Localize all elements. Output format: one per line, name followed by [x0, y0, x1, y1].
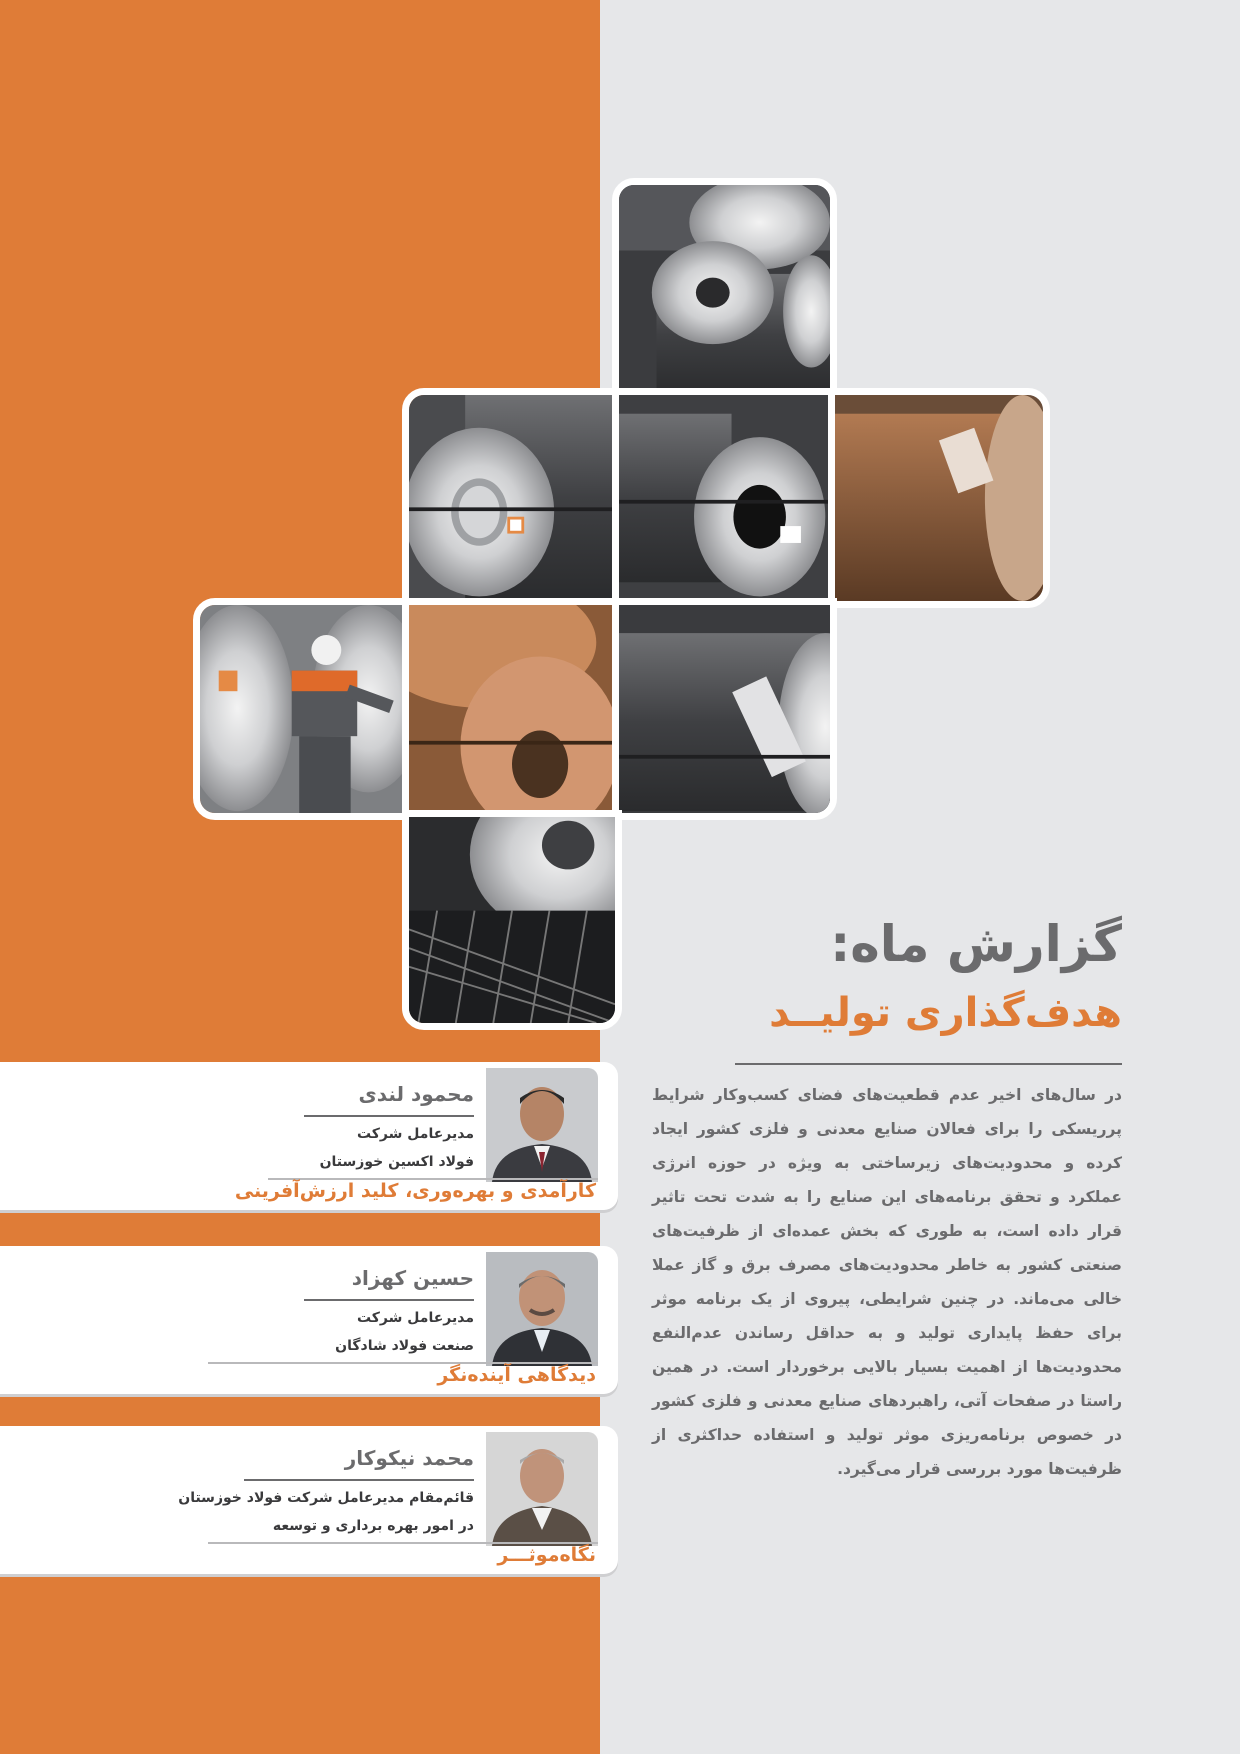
person-role-line1: مدیرعامل شرکت	[356, 1126, 474, 1142]
person-card-1	[0, 1062, 618, 1210]
collage-photo-middle-right	[828, 388, 1050, 608]
person-name: محمود لندی	[358, 1082, 474, 1106]
interview-tagline[interactable]: دیدگاهی آینده‌نگر	[437, 1364, 596, 1386]
person-role-line2: صنعت فولاد شادگان	[335, 1338, 474, 1354]
person-role-line1: مدیرعامل شرکت	[356, 1310, 474, 1326]
collage-photo-middle-left	[402, 388, 622, 608]
title-divider	[735, 1063, 1122, 1065]
collage-photo-bottom	[402, 810, 622, 1030]
collage-photo-bottom-left	[402, 598, 622, 820]
portrait-photo	[486, 1432, 598, 1546]
name-divider	[244, 1479, 474, 1481]
collage-photo-bottom-center	[612, 598, 837, 820]
collage-photo-top	[612, 178, 837, 397]
collage-photo-worker	[193, 598, 411, 820]
report-subtitle: هدف‌گذاری تولیــد	[769, 990, 1122, 1036]
portrait-photo	[486, 1252, 598, 1366]
interview-tagline[interactable]: کارآمدی و بهره‌وری، کلید ارزش‌آفرینی	[234, 1180, 596, 1202]
person-role-line1: قائم‌مقام مدیرعامل شرکت فولاد خوزستان	[178, 1490, 474, 1506]
person-card-2	[0, 1246, 618, 1394]
person-name: حسین کهزاد	[351, 1266, 474, 1290]
person-card-3	[0, 1426, 618, 1574]
portrait-photo	[486, 1068, 598, 1182]
name-divider	[304, 1299, 474, 1301]
interview-tagline[interactable]: نگاه‌موثـــر	[497, 1544, 596, 1566]
report-title: گزارش ماه:	[830, 915, 1122, 973]
collage-photo-middle-center	[612, 388, 837, 608]
article-body: در سال‌های اخیر عدم قطعیت‌های فضای کسب‌وکار شرایط پرریسکی را برای فعالان صنایع معدنی و فلزی کشور ایجاد کرده و محدودیت‌های زیرساختی به ویژه در حوزه انرژی عملکرد و تحقق برنامه‌های این صنایع را به شدت تحت تاثیر قرار داده است، به طوری که بخش عمده‌ای از ظرفیت‌های صنعتی کشور به خاطر محدودیت‌های مصرف برق و گاز عملا خالی می‌ماند. در چنین شرایطی، پیروی از یک برنامه موثر برای حفظ پایداری تولید و به حداقل رساندن عدم‌النفع محدودیت‌ها از اهمیت بسیار بالایی برخوردار است. در همین راستا در صفحات آتی، راهبردهای صنایع معدنی و فلزی کشور در خصوص برنامه‌ریزی موثر تولید و استفاده حداکثری از ظرفیت‌ها مورد بررسی قرار می‌گیرد.	[652, 1086, 1122, 1478]
person-role-line2: در امور بهره برداری و توسعه	[272, 1518, 474, 1534]
name-divider	[304, 1115, 474, 1117]
person-name: محمد نیکوکار	[344, 1446, 474, 1470]
person-role-line2: فولاد اکسین خوزستان	[319, 1154, 474, 1170]
